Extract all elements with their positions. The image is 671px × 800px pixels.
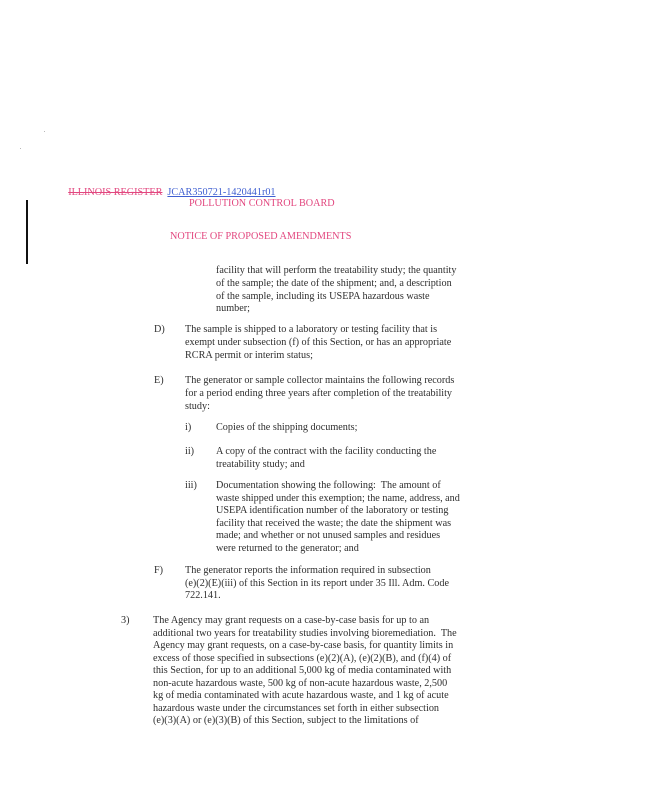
subitem-ii-paragraph [216, 446, 436, 472]
text-line: Agency may grant requests, on a case-by-case basis, for quantity limits in [153, 640, 454, 652]
item-e-label: E) [154, 375, 164, 386]
continuation-paragraph [216, 265, 456, 316]
scan-speck [20, 148, 21, 149]
subitem-ii-label: ii) [185, 446, 195, 457]
jcar-id-link[interactable]: JCAR350721-1420441r01 [167, 187, 276, 198]
text-line: study: [185, 400, 210, 412]
text-line: of the sample, including its USEPA hazardous waste [216, 290, 430, 302]
text-line: USEPA identification number of the laboratory or testing [216, 505, 449, 517]
notice-title: NOTICE OF PROPOSED AMENDMENTS [170, 231, 352, 242]
item-3-paragraph [153, 615, 457, 728]
item-f-paragraph [185, 565, 449, 603]
text-line: facility that received the waste; the date the shipment was [216, 517, 452, 529]
text-line: additional two years for treatability studies involving bioremediation. The [153, 627, 457, 639]
text-line: non-acute hazardous waste, 500 kg of non-acute hazardous waste, 2,500 [153, 677, 448, 689]
text-line: The generator or sample collector maintains the following records [185, 375, 455, 386]
item-d-label: D) [154, 324, 165, 335]
item-3-label: 3) [121, 615, 130, 626]
text-line: were returned to the generator; and [216, 542, 359, 554]
subitem-iii-paragraph [216, 480, 460, 555]
text-line: excess of those specified in subsections (e)(2)(A), (e)(2)(B), and (f)(4) of [153, 652, 452, 664]
item-f-label: F) [154, 565, 164, 576]
revision-bar [26, 200, 28, 264]
subitem-i-paragraph [216, 422, 357, 435]
text-line: exempt under subsection (f) of this Section, or has an appropriate [185, 336, 452, 348]
text-line: RCRA permit or interim status; [185, 349, 313, 361]
text-line: made; and whether or not unused samples and residues [216, 530, 441, 542]
text-line: of the sample; the date of the shipment; and, a description [216, 277, 452, 289]
text-line: Documentation showing the following: The amount of [216, 480, 441, 491]
text-line: waste shipped under this exemption; the name, address, and [216, 492, 460, 504]
agency-heading: POLLUTION CONTROL BOARD [189, 198, 335, 209]
text-line: treatability study; and [216, 458, 305, 470]
text-line: (e)(3)(A) or (e)(3)(B) of this Section, subject to the limitations of [153, 715, 419, 727]
text-line: number; [216, 303, 250, 315]
text-line: (e)(2)(E)(iii) of this Section in its report under 35 Ill. Adm. Code [185, 577, 449, 589]
text-line: for a period ending three years after completion of the treatability [185, 387, 453, 399]
text-line: The Agency may grant requests on a case-by-case basis for up to an [153, 615, 430, 626]
subitem-i-label: i) [185, 422, 192, 433]
text-line: A copy of the contract with the facility conducting the [216, 446, 437, 457]
text-line: kg of media contaminated with acute hazardous waste, and 1 kg of acute [153, 690, 449, 702]
item-d-paragraph [185, 324, 451, 362]
text-line: hazardous waste under the circumstances set forth in either subsection [153, 702, 440, 714]
text-line: Copies of the shipping documents; [216, 422, 358, 433]
text-line: The generator reports the information required in subsection [185, 565, 431, 576]
scan-speck [44, 131, 45, 132]
text-line: 722.141. [185, 590, 221, 602]
text-line: The sample is shipped to a laboratory or testing facility that is [185, 324, 438, 335]
text-line: facility that will perform the treatability study; the quantity [216, 265, 457, 276]
register-label-struck: ILLINOIS REGISTER [68, 187, 163, 198]
subitem-iii-label: iii) [185, 480, 197, 491]
text-line: this Section, for up to an additional 5,000 kg of media contaminated with [153, 665, 452, 677]
item-e-paragraph [185, 375, 454, 413]
